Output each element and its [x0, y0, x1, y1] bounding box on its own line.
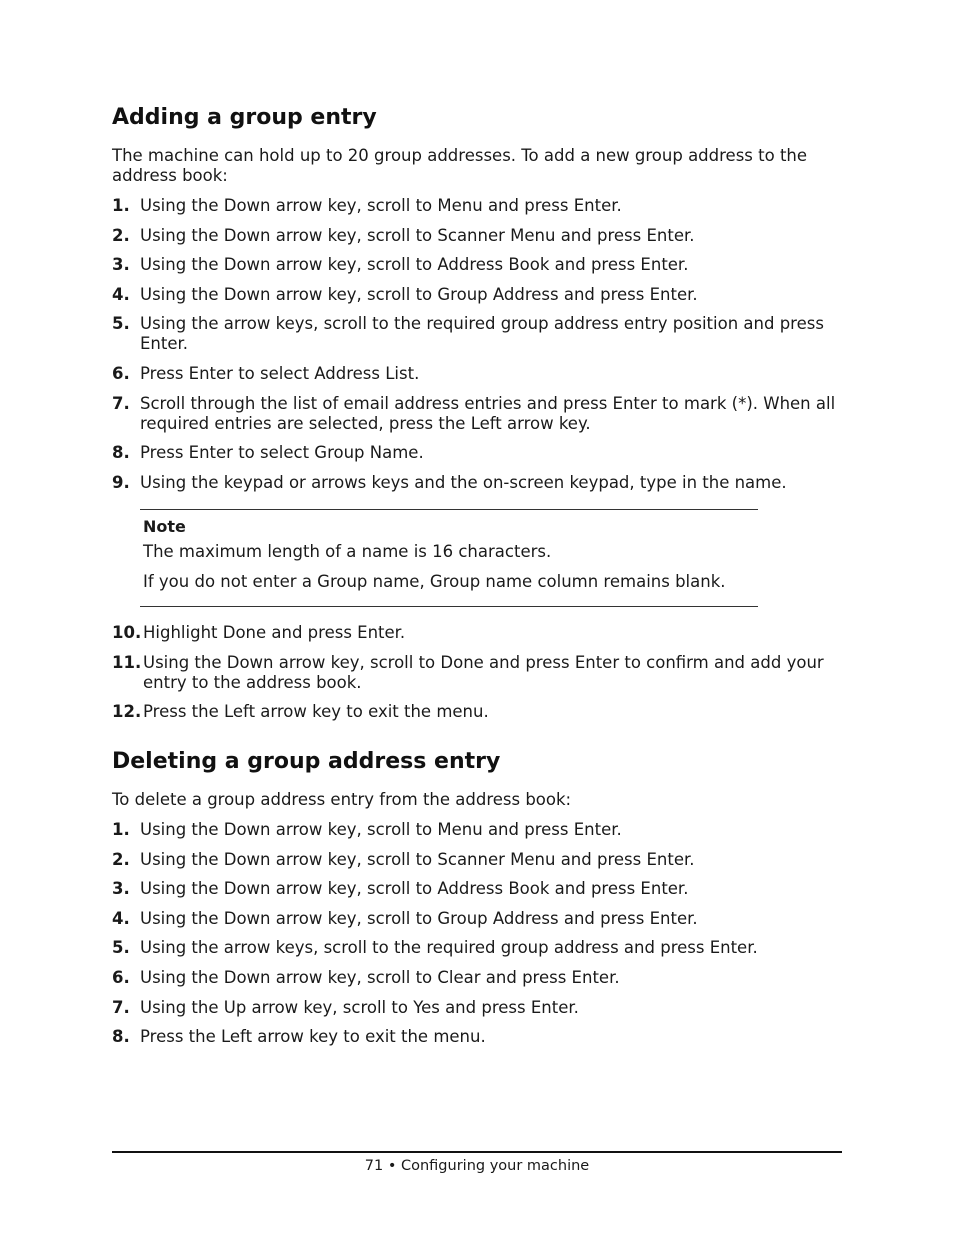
step-text: Using the Down arrow key, scroll to Group Address and press Enter. — [140, 284, 698, 304]
list-item — [112, 285, 842, 305]
step-number: 10. — [112, 623, 142, 642]
list-item — [112, 653, 842, 693]
list-item — [112, 850, 842, 870]
step-text: Using the Down arrow key, scroll to Scanner Menu and press Enter. — [140, 849, 695, 869]
step-number: 7. — [112, 393, 130, 413]
step-number: 8. — [112, 443, 130, 463]
step-text: Using the Down arrow key, scroll to Menu and press Enter. — [140, 196, 622, 215]
note-line-max-length: The maximum length of a name is 16 characters. — [143, 542, 552, 561]
steps-adding-continued — [112, 623, 842, 732]
list-item — [112, 623, 842, 643]
step-number: 12. — [112, 702, 142, 722]
list-item — [112, 879, 842, 899]
steps-deleting — [112, 820, 842, 1057]
list-item — [112, 443, 842, 463]
step-number: 1. — [112, 196, 130, 215]
step-number: 1. — [112, 820, 130, 839]
intro-adding: The machine can hold up to 20 group addresses. To add a new group address to the address book: — [112, 146, 808, 185]
step-number: 5. — [112, 314, 130, 334]
step-number: 2. — [112, 849, 130, 869]
step-text: Using the Down arrow key, scroll to Address Book and press Enter. — [140, 255, 689, 275]
list-item — [112, 196, 842, 216]
page-footer: 71 • Configuring your machine — [364, 1158, 590, 1174]
step-number: 5. — [112, 938, 130, 958]
step-number: 7. — [112, 997, 130, 1017]
step-number: 9. — [112, 472, 130, 492]
step-text: Using the keypad or arrows keys and the on-screen keypad, type in the name. — [140, 472, 787, 492]
list-item — [112, 938, 842, 958]
step-number: 2. — [112, 225, 130, 245]
list-item — [112, 394, 842, 434]
step-text: Press Enter to select Address List. — [140, 363, 420, 383]
step-text: Using the Down arrow key, scroll to Done and press Enter to confirm and add your entry to the address book. — [143, 652, 824, 692]
list-item — [112, 314, 842, 354]
list-item — [112, 998, 842, 1018]
list-item — [112, 473, 842, 493]
step-text: Using the Down arrow key, scroll to Group Address and press Enter. — [140, 908, 698, 928]
list-item — [112, 702, 842, 722]
step-number: 3. — [112, 255, 130, 275]
intro-deleting: To delete a group address entry from the address book: — [112, 790, 572, 809]
steps-adding — [112, 196, 842, 502]
step-number: 8. — [112, 1027, 130, 1047]
step-number: 6. — [112, 363, 130, 383]
step-text: Using the arrow keys, scroll to the required group address and press Enter. — [140, 938, 758, 958]
list-item — [112, 1027, 842, 1047]
note-title: Note — [143, 517, 186, 536]
step-text: Press Enter to select Group Name. — [140, 443, 424, 463]
list-item — [112, 968, 842, 988]
step-text: Using the Down arrow key, scroll to Menu and press Enter. — [140, 820, 622, 839]
step-text: Using the arrow keys, scroll to the required group address entry position and press Enter. — [140, 314, 824, 354]
heading-deleting-group-entry: Deleting a group address entry — [112, 749, 501, 774]
list-item — [112, 820, 842, 840]
step-text: Press the Left arrow key to exit the menu. — [143, 702, 489, 722]
step-text: Highlight Done and press Enter. — [143, 623, 406, 642]
step-text: Using the Down arrow key, scroll to Address Book and press Enter. — [140, 879, 689, 899]
step-text: Scroll through the list of email address entries and press Enter to mark (*). When all required entries are selected, press the Left arrow key. — [140, 393, 836, 433]
footer-divider — [112, 1151, 842, 1153]
list-item — [112, 909, 842, 929]
step-number: 3. — [112, 879, 130, 899]
note-box — [140, 509, 758, 607]
step-number: 11. — [112, 652, 142, 672]
note-line-blank-name: If you do not enter a Group name, Group name column remains blank. — [143, 572, 726, 591]
step-number: 6. — [112, 967, 130, 987]
step-number: 4. — [112, 908, 130, 928]
step-text: Using the Up arrow key, scroll to Yes and press Enter. — [140, 997, 579, 1017]
step-text: Press the Left arrow key to exit the menu. — [140, 1027, 486, 1047]
heading-adding-group-entry: Adding a group entry — [112, 105, 377, 130]
list-item — [112, 255, 842, 275]
list-item — [112, 226, 842, 246]
step-number: 4. — [112, 284, 130, 304]
list-item — [112, 364, 842, 384]
step-text: Using the Down arrow key, scroll to Scanner Menu and press Enter. — [140, 225, 695, 245]
step-text: Using the Down arrow key, scroll to Clear and press Enter. — [140, 967, 620, 987]
